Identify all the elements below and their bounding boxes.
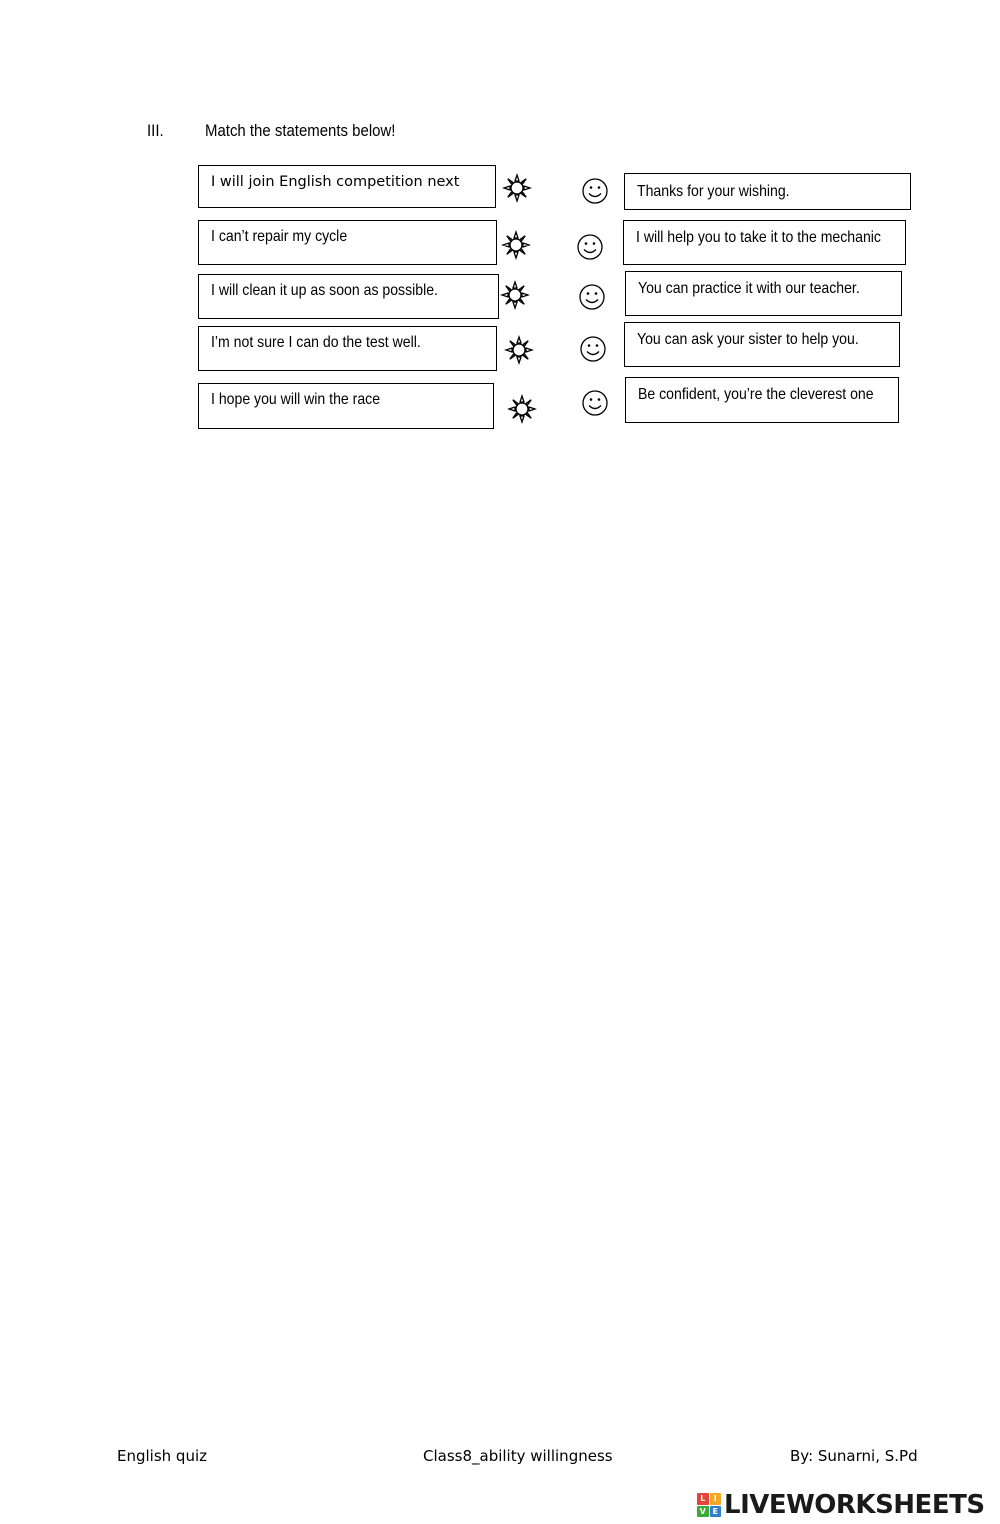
left-statement-text: I hope you will win the race bbox=[211, 391, 381, 408]
footer-left: English quiz bbox=[117, 1447, 207, 1465]
right-response-text: Be confident, you’re the cleverest one bbox=[638, 386, 874, 403]
sun-icon[interactable] bbox=[501, 230, 531, 260]
badge-letter: E bbox=[710, 1506, 722, 1518]
smiley-icon[interactable] bbox=[577, 282, 607, 312]
right-response-5[interactable] bbox=[625, 377, 899, 423]
badge-letter: L bbox=[697, 1493, 709, 1505]
sun-icon[interactable] bbox=[502, 173, 532, 203]
right-response-3[interactable] bbox=[625, 271, 902, 316]
badge-letter: V bbox=[697, 1506, 709, 1518]
left-statement-text: I can’t repair my cycle bbox=[211, 228, 348, 245]
liveworksheets-logo bbox=[697, 1490, 985, 1520]
sun-icon[interactable] bbox=[504, 335, 534, 365]
badge-letter: I bbox=[710, 1493, 722, 1505]
right-response-text: I will help you to take it to the mechanic bbox=[636, 229, 881, 246]
section-number: III. bbox=[147, 121, 164, 140]
left-statement-3[interactable] bbox=[198, 274, 499, 319]
left-statement-text: I will join English competition next bbox=[211, 174, 460, 190]
right-response-text: You can ask your sister to help you. bbox=[637, 331, 859, 348]
sun-icon[interactable] bbox=[507, 394, 537, 424]
left-statement-2[interactable] bbox=[198, 220, 497, 265]
right-response-text: Thanks for your wishing. bbox=[637, 183, 790, 200]
smiley-icon[interactable] bbox=[580, 176, 610, 206]
left-statement-text: I will clean it up as soon as possible. bbox=[211, 282, 438, 299]
footer-center: Class8_ability willingness bbox=[423, 1447, 613, 1465]
left-statement-5[interactable] bbox=[198, 383, 494, 429]
live-badge-icon bbox=[697, 1493, 721, 1517]
left-statement-4[interactable] bbox=[198, 326, 497, 371]
sun-icon[interactable] bbox=[500, 280, 530, 310]
right-response-2[interactable] bbox=[623, 220, 906, 265]
smiley-icon[interactable] bbox=[578, 334, 608, 364]
smiley-icon[interactable] bbox=[575, 232, 605, 262]
right-response-text: You can practice it with our teacher. bbox=[638, 280, 860, 297]
right-response-4[interactable] bbox=[624, 322, 900, 367]
footer-right: By: Sunarni, S.Pd bbox=[790, 1447, 918, 1465]
left-statement-text: I’m not sure I can do the test well. bbox=[211, 334, 421, 351]
left-statement-1[interactable] bbox=[198, 165, 496, 208]
right-response-1[interactable] bbox=[624, 173, 911, 210]
smiley-icon[interactable] bbox=[580, 388, 610, 418]
logo-wordmark: LIVEWORKSHEETS bbox=[724, 1490, 985, 1520]
section-instruction: Match the statements below! bbox=[205, 121, 396, 140]
